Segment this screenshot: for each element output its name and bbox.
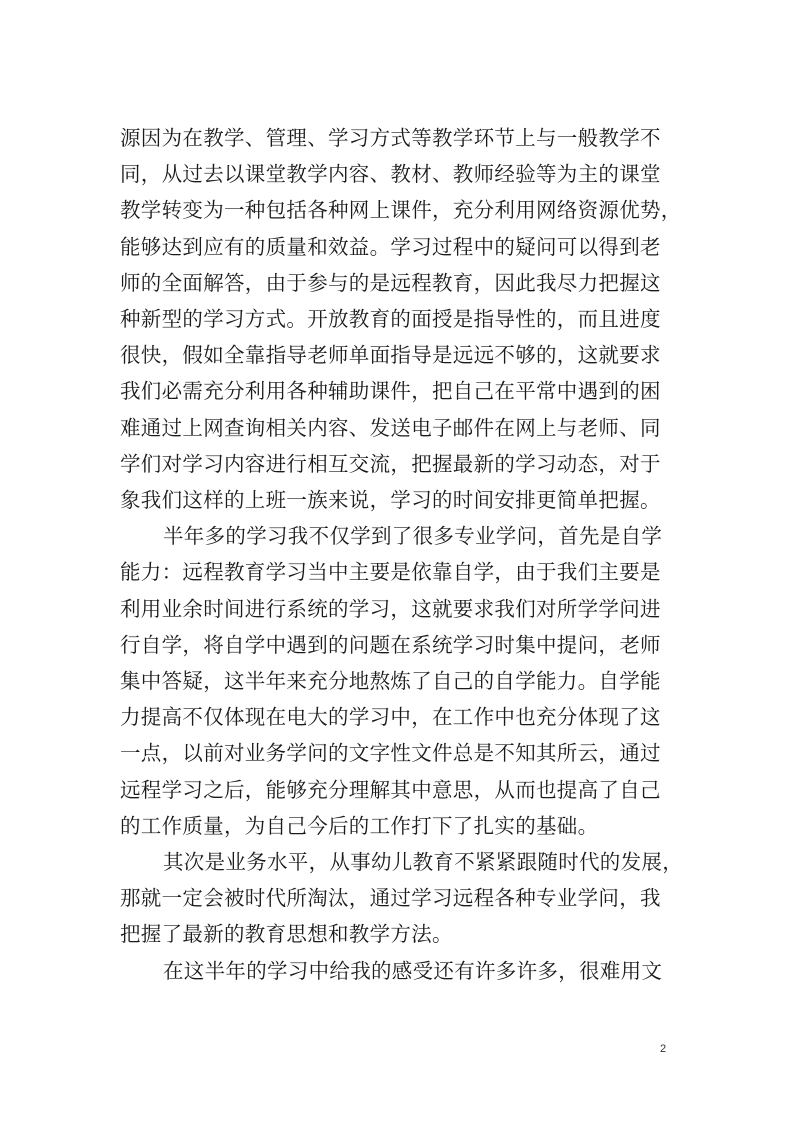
text-line: 师的全面解答，由于参与的是远程教育，因此我尽力把握这 (120, 270, 661, 295)
text-line: 力提高不仅体现在电大的学习中，在工作中也充分体现了这 (120, 705, 661, 730)
text-line: 同，从过去以课堂教学内容、教材、教师经验等为主的课堂 (120, 162, 661, 187)
text-line: 那就一定会被时代所淘汰，通过学习远程各种专业学问，我 (120, 886, 661, 911)
paragraph-first-line: 在这半年的学习中给我的感受还有许多许多，很难用文 (163, 958, 663, 983)
page-number: 2 (660, 1043, 667, 1055)
text-line: 一点，以前对业务学问的文字性文件总是不知其所云，通过 (120, 741, 661, 766)
text-line: 集中答疑，这半年来充分地熬炼了自己的自学能力。自学能 (120, 669, 661, 693)
text-line: 的工作质量，为自己今后的工作打下了扎实的基础。 (120, 813, 599, 838)
text-line: 行自学，将自学中遇到的问题在系统学习时集中提问，老师 (120, 632, 661, 657)
paragraph-first-line: 半年多的学习我不仅学到了很多专业学问，首先是自学 (163, 524, 663, 549)
text-line: 难通过上网查询相关内容、发送电子邮件在网上与老师、同 (120, 415, 661, 440)
text-line: 学们对学习内容进行相互交流，把握最新的学习动态，对于 (120, 451, 661, 476)
text-line: 源因为在教学、管理、学习方式等教学环节上与一般教学不 (120, 126, 661, 150)
text-line: 种新型的学习方式。开放教育的面授是指导性的，而且进度 (120, 307, 661, 331)
text-line: 象我们这样的上班一族来说，学习的时间安排更简单把握。 (120, 488, 661, 512)
text-line: 能够达到应有的质量和效益。学习过程中的疑问可以得到老 (120, 234, 661, 259)
text-line: 远程学习之后，能够充分理解其中意思，从而也提高了自己 (120, 777, 661, 802)
text-line: 我们必需充分利用各种辅助课件，把自己在平常中遇到的困 (120, 379, 661, 404)
text-line: 能力：远程教育学习当中主要是依靠自学，由于我们主要是 (120, 560, 661, 585)
text-line: 教学转变为一种包括各种网上课件，充分利用网络资源优势， (120, 198, 682, 223)
paragraph-first-line: 其次是业务水平，从事幼儿教育不紧紧跟随时代的发展， (163, 850, 683, 874)
text-line: 把握了最新的教育思想和教学方法。 (120, 922, 453, 947)
text-line: 很快，假如全靠指导老师单面指导是远远不够的，这就要求 (120, 343, 661, 368)
text-line: 利用业余时间进行系统的学习，这就要求我们对所学学问进 (120, 596, 661, 621)
